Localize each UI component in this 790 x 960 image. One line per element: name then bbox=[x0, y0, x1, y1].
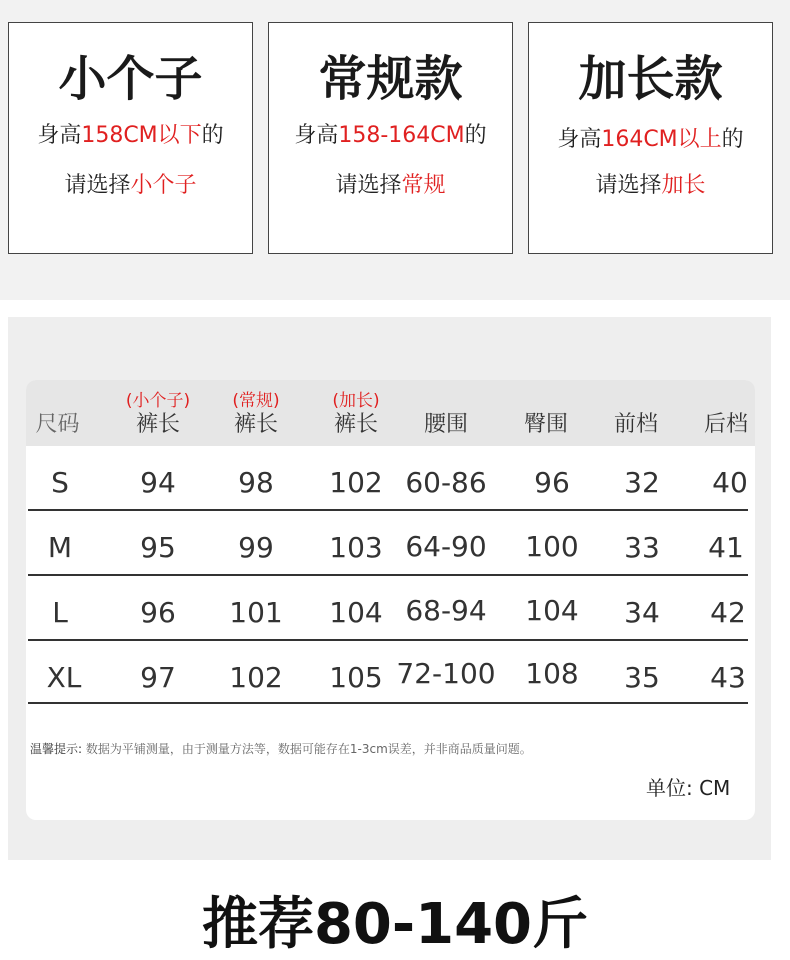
row-divider bbox=[28, 639, 748, 641]
unit-label: 单位: CM bbox=[646, 776, 731, 800]
cell-front-rise: 35 bbox=[624, 661, 660, 694]
cell-hip: 108 bbox=[525, 657, 579, 690]
header-size: 尺码 bbox=[35, 412, 80, 437]
cell-length-regular: 101 bbox=[229, 596, 283, 629]
cell-front-rise: 33 bbox=[624, 531, 660, 564]
row-divider bbox=[28, 574, 748, 576]
header-back-rise: 后档 bbox=[703, 412, 748, 437]
card-regular bbox=[268, 22, 513, 254]
cell-back-rise: 40 bbox=[712, 466, 748, 499]
cell-front-rise: 32 bbox=[624, 466, 660, 499]
header-length-regular: 裤长 bbox=[233, 412, 278, 437]
cell-length-long: 103 bbox=[329, 531, 383, 564]
cell-waist: 60-86 bbox=[405, 466, 487, 499]
card-long bbox=[528, 22, 773, 254]
cell-waist: 64-90 bbox=[405, 530, 487, 563]
measurement-note: 温馨提示: 数据为平铺测量，由于测量方法等，数据可能存在1-3cm误差，并非商品质量问题。 bbox=[30, 742, 532, 756]
row-divider bbox=[28, 509, 748, 511]
cell-back-rise: 41 bbox=[708, 531, 744, 564]
card-title: 加长款 bbox=[578, 51, 723, 107]
cell-size: L bbox=[52, 596, 68, 629]
cell-length-regular: 102 bbox=[229, 661, 283, 694]
card-height-line: 身高164CM以上的 bbox=[557, 127, 744, 152]
card-choose-line: 请选择小个子 bbox=[64, 173, 197, 198]
cell-hip: 104 bbox=[525, 594, 579, 627]
cell-size: M bbox=[47, 531, 73, 564]
header-length-regular-sub: (常规) bbox=[232, 391, 280, 411]
card-height-line: 身高158-164CM的 bbox=[294, 123, 487, 148]
recommend-weight-heading: 推荐80-140斤 bbox=[201, 892, 589, 957]
cell-length-long: 102 bbox=[329, 466, 383, 499]
header-length-long: 裤长 bbox=[333, 412, 378, 437]
card-choose-line: 请选择加长 bbox=[595, 173, 706, 198]
cell-waist: 68-94 bbox=[405, 594, 487, 627]
cell-length-long: 105 bbox=[329, 661, 383, 694]
header-length-petite: 裤长 bbox=[135, 412, 180, 437]
card-title: 小个子 bbox=[58, 51, 203, 107]
cell-back-rise: 42 bbox=[710, 596, 746, 629]
cell-front-rise: 34 bbox=[624, 596, 660, 629]
cell-length-petite: 97 bbox=[140, 661, 176, 694]
card-choose-line: 请选择常规 bbox=[335, 173, 446, 198]
cell-length-petite: 94 bbox=[140, 466, 176, 499]
cell-length-petite: 95 bbox=[140, 531, 176, 564]
cell-waist: 72-100 bbox=[396, 657, 496, 690]
cell-length-petite: 96 bbox=[140, 596, 176, 629]
cell-length-regular: 99 bbox=[238, 531, 274, 564]
cell-size: S bbox=[51, 466, 69, 499]
row-divider bbox=[28, 702, 748, 704]
card-title: 常规款 bbox=[318, 51, 463, 107]
cell-length-regular: 98 bbox=[238, 466, 274, 499]
cell-back-rise: 43 bbox=[710, 661, 746, 694]
header-front-rise: 前档 bbox=[613, 412, 658, 437]
header-length-petite-sub: (小个子) bbox=[125, 391, 191, 411]
card-height-line: 身高158CM以下的 bbox=[37, 123, 224, 148]
header-waist: 腰围 bbox=[423, 412, 468, 437]
cell-length-long: 104 bbox=[329, 596, 383, 629]
cell-size: XL bbox=[46, 661, 82, 694]
header-length-long-sub: (加长) bbox=[332, 391, 380, 411]
cell-hip: 100 bbox=[525, 530, 579, 563]
header-hip: 臀围 bbox=[523, 412, 568, 437]
cell-hip: 96 bbox=[534, 466, 570, 499]
card-petite bbox=[8, 22, 253, 254]
